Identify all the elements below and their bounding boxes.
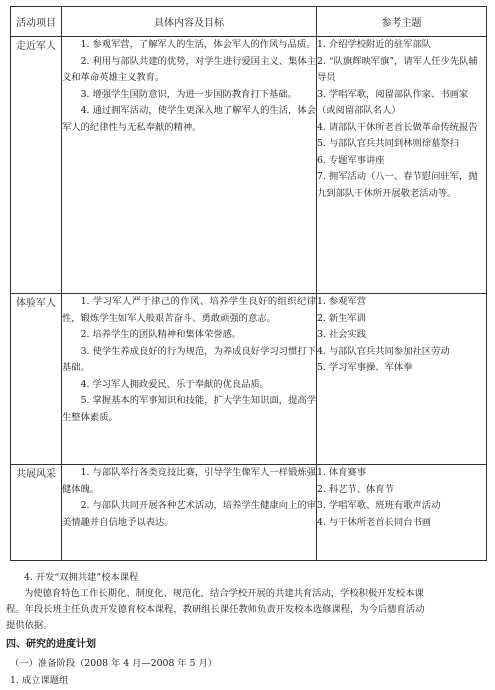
content-item: 1. 学习军人严于律己的作风、培养学生良好的组织纪律性，锻炼学生如军人般艰苦奋斗、勇敢顽强的意志。 [62, 296, 316, 324]
topic-item: 4. 请部队干休所老首长做革命传统报告 [317, 121, 478, 133]
phase-heading: （一）准备阶段（2008 年 4 月—2008 年 5 月） [10, 658, 218, 669]
topics-cell [317, 37, 487, 294]
topic-item: 2. 新生军训 [317, 312, 367, 324]
content-item: 2. 利用与部队共建的优势，对学生进行爱国主义、集体主义和革命英雄主义教育。 [62, 55, 316, 83]
topics-cell [317, 294, 487, 465]
topic-item: 1. 体育赛事 [317, 467, 367, 478]
topic-item: 5. 与部队官兵共同到林则徐墓祭扫 [317, 138, 459, 149]
content-item: 4. 通过拥军活动，使学生更深入地了解军人的生活，体会军人的纪律性与无私奉献的精神。 [62, 105, 316, 133]
table-header-row [11, 7, 487, 37]
topic-item: 7. 拥军活动（八一、春节慰问驻军，抛九到部队干休所开展敬老活动等。 [317, 171, 478, 199]
content-item: 2. 与部队共同开展各种艺术活动，培养学生健康向上的审美情趣并自信地予以表达。 [62, 500, 316, 528]
content-item: 5. 掌握基本的军事知识和技能，扩大学生知识面，提高学生整体素质。 [62, 395, 316, 423]
topic-item: 3. 学唱军歌，阅留部队作家、书画家（或阅留部队名人） [317, 88, 469, 116]
topics-cell [317, 465, 487, 561]
topic-item: 4. 与部队官兵共同参加社区劳动 [317, 345, 450, 357]
topic-item: 3. 学唱军歌、班班有歌声活动 [317, 500, 441, 511]
content-item: 1. 参观军营，了解军人的生活，体会军人的作风与品质。 [80, 39, 316, 50]
header-topics: 参考主题 [317, 7, 487, 37]
header-content: 具体内容及目标 [62, 7, 317, 37]
content-cell [62, 294, 317, 465]
topic-item: 2. “队旗辉映军旗”，请军人任少先队辅导员 [317, 55, 478, 83]
section-heading: 四、研究的进度计划 [6, 639, 96, 650]
content-item: 1. 与部队举行各类竞技比赛，引导学生像军人一样锻炼强健体魄。 [62, 467, 316, 495]
topic-item: 1. 介绍学校附近的驻军部队 [317, 39, 432, 50]
list-item-4: 4. 开发“双拥共建”校本课程 [24, 572, 139, 583]
content-item: 4. 学习军人拥政爱民、乐于奉献的优良品质。 [80, 378, 270, 390]
table-row [11, 465, 487, 561]
topic-item: 1. 参观军营 [317, 296, 367, 307]
header-activity: 活动项目 [11, 7, 62, 37]
content-item: 2. 培养学生的团队精神和集体荣誉感。 [80, 329, 242, 340]
content-item: 3. 使学生养成良好的行为规范，为养成良好学习习惯打下基础。 [62, 345, 316, 373]
topic-item: 6. 专题军事讲座 [317, 154, 385, 166]
topic-item: 5. 学习军事操、军体拳 [317, 362, 413, 373]
content-item: 3. 增强学生国防意识，为进一步国防教育打下基础。 [80, 88, 297, 100]
topic-item: 4. 与干休所老首长同台书画 [317, 516, 432, 528]
activity-table [10, 6, 487, 561]
table-row [11, 294, 487, 465]
category-cell: 共展风采 [11, 465, 62, 561]
table-row [11, 37, 487, 294]
category-cell: 走近军人 [11, 37, 62, 294]
topic-item: 2. 科艺节、体育节 [317, 483, 394, 495]
content-cell [62, 465, 317, 561]
topic-item: 3. 社会实践 [317, 329, 367, 340]
paragraph-line: 提供依据。 [6, 620, 53, 631]
paragraph-line: 为使德育特色工作长期化、制度化、规范化，结合学校开展的共建共育活动，学校积极开发校本课 [24, 588, 424, 599]
step-item: 1. 成立课题组 [10, 675, 69, 686]
paragraph-line: 程。年段长班主任负责开发德育校本课程，教研组长课任教师负责开发校本选修课程，为今后德育活动 [6, 604, 425, 615]
content-cell [62, 37, 317, 294]
category-cell: 体验军人 [11, 294, 62, 465]
